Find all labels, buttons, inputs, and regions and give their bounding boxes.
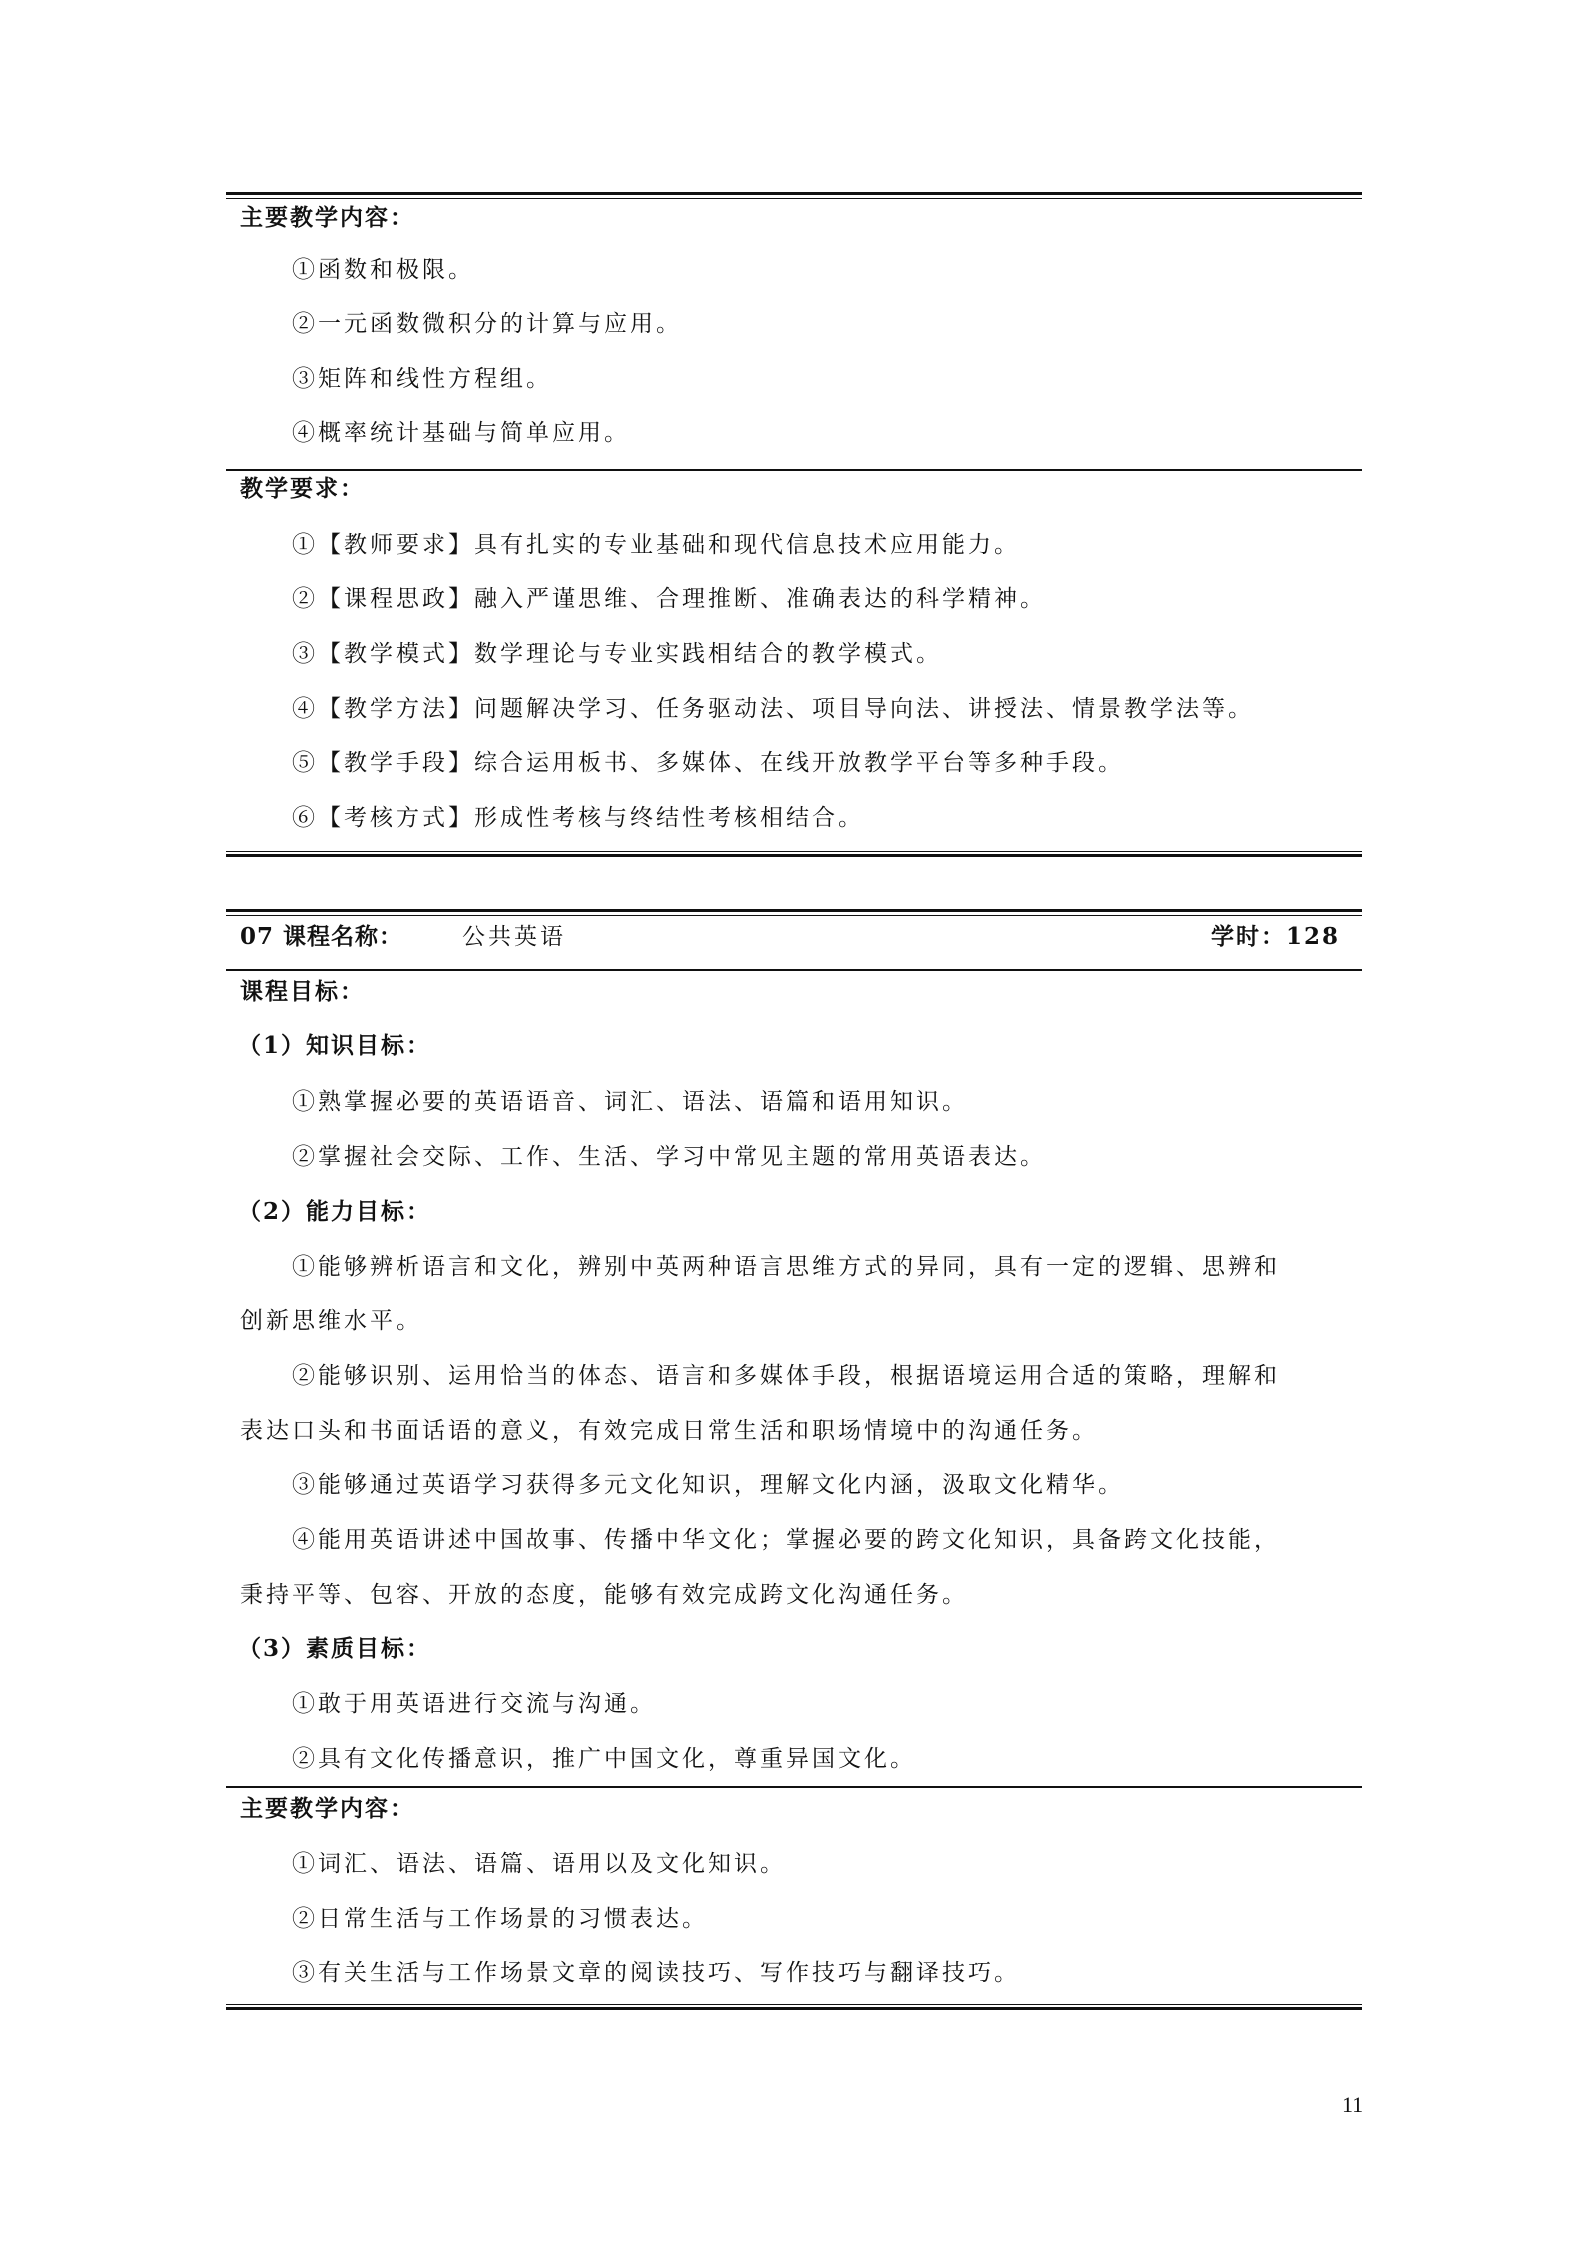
- knowledge-item: ①熟掌握必要的英语语音、词汇、语法、语篇和语用知识。: [292, 1089, 968, 1115]
- table-bottom-rule-inner: [226, 851, 1362, 852]
- table-bottom-rule: [226, 854, 1362, 857]
- ability-line: ①能够辨析语言和文化，辨别中英两种语言思维方式的异同，具有一定的逻辑、思辨和: [292, 1254, 1280, 1280]
- ability-heading: （2）能力目标：: [238, 1198, 432, 1225]
- ability-line: ②能够识别、运用恰当的体态、语言和多媒体手段，根据语境运用合适的策略，理解和: [292, 1363, 1280, 1389]
- knowledge-item: ②掌握社会交际、工作、生活、学习中常见主题的常用英语表达。: [292, 1144, 1046, 1170]
- table-bottom-rule: [226, 2007, 1362, 2010]
- content-heading: 主要教学内容：: [240, 1795, 415, 1822]
- course-name: 公共英语: [462, 924, 566, 950]
- content-item: ③矩阵和线性方程组。: [292, 366, 552, 392]
- requirements-heading: 教学要求：: [240, 475, 365, 502]
- content-item: ③有关生活与工作场景文章的阅读技巧、写作技巧与翻译技巧。: [292, 1960, 1020, 1986]
- section-divider: [226, 1786, 1362, 1788]
- course-number-label: 07 课程名称：: [240, 923, 404, 950]
- ability-line: 创新思维水平。: [240, 1308, 422, 1334]
- content-item: ②一元函数微积分的计算与应用。: [292, 311, 682, 337]
- ability-line: ④能用英语讲述中国故事、传播中华文化；掌握必要的跨文化知识，具备跨文化技能，: [292, 1527, 1280, 1553]
- requirement-item: ④【教学方法】问题解决学习、任务驱动法、项目导向法、讲授法、情景教学法等。: [292, 696, 1254, 722]
- content-item: ④概率统计基础与简单应用。: [292, 420, 630, 446]
- objectives-heading: 课程目标：: [240, 978, 365, 1005]
- requirement-item: ①【教师要求】具有扎实的专业基础和现代信息技术应用能力。: [292, 532, 1020, 558]
- page-number: 11: [1342, 2092, 1364, 2117]
- ability-line: ③能够通过英语学习获得多元文化知识，理解文化内涵，汲取文化精华。: [292, 1472, 1124, 1498]
- requirement-item: ②【课程思政】融入严谨思维、合理推断、准确表达的科学精神。: [292, 586, 1046, 612]
- quality-heading: （3）素质目标：: [238, 1635, 432, 1662]
- content-item: ①函数和极限。: [292, 257, 474, 283]
- course-hours: 学时：128: [1210, 923, 1340, 950]
- content-heading: 主要教学内容：: [240, 204, 415, 231]
- ability-line: 秉持平等、包容、开放的态度，能够有效完成跨文化沟通任务。: [240, 1582, 968, 1608]
- table-top-rule: [226, 909, 1362, 912]
- content-item: ①词汇、语法、语篇、语用以及文化知识。: [292, 1851, 786, 1877]
- table-top-rule-inner: [226, 198, 1362, 199]
- requirement-item: ③【教学模式】数学理论与专业实践相结合的教学模式。: [292, 641, 942, 667]
- ability-line: 表达口头和书面话语的意义，有效完成日常生活和职场情境中的沟通任务。: [240, 1418, 1098, 1444]
- table-bottom-rule-inner: [226, 2004, 1362, 2005]
- header-divider: [226, 969, 1362, 971]
- quality-item: ①敢于用英语进行交流与沟通。: [292, 1691, 656, 1717]
- section-divider: [226, 469, 1362, 471]
- content-item: ②日常生活与工作场景的习惯表达。: [292, 1906, 708, 1932]
- table-top-rule: [226, 192, 1362, 195]
- table-top-rule-inner: [226, 915, 1362, 916]
- requirement-item: ⑥【考核方式】形成性考核与终结性考核相结合。: [292, 805, 864, 831]
- quality-item: ②具有文化传播意识，推广中国文化，尊重异国文化。: [292, 1746, 916, 1772]
- knowledge-heading: （1）知识目标：: [238, 1032, 432, 1059]
- requirement-item: ⑤【教学手段】综合运用板书、多媒体、在线开放教学平台等多种手段。: [292, 750, 1124, 776]
